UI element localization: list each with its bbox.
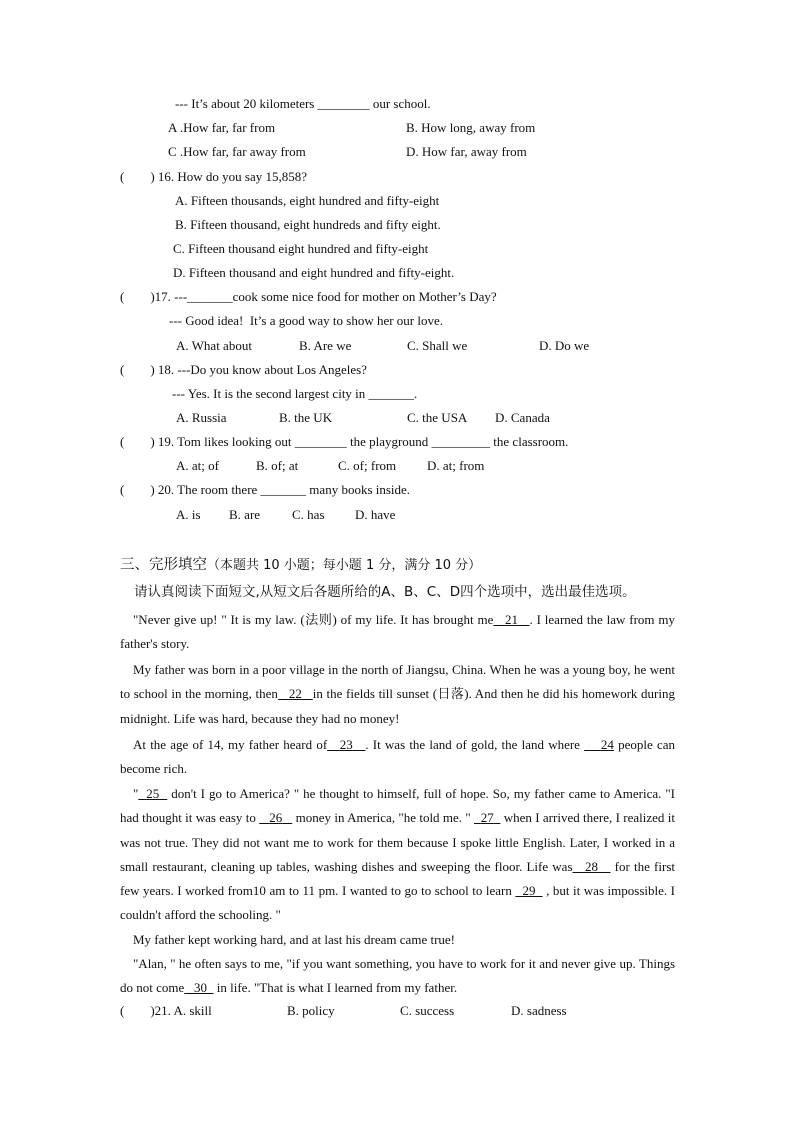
q15-answer-line: --- It’s about 20 kilometers ________ our school. [175, 96, 431, 111]
q21-option-b: B. policy [287, 1003, 335, 1018]
blank-number: 26 [269, 810, 283, 826]
blank-number: 27 [480, 810, 494, 826]
section-title: 三、完形填空 [120, 557, 207, 573]
blank-23 [327, 737, 365, 752]
q16-option-c: C. Fifteen thousand eight hundred and fifty-eight [173, 241, 429, 256]
q18-answer-line: --- Yes. It is the second largest city in _______. [172, 386, 418, 401]
q17-stem: ( )17. ---_______cook some nice food for mother on Mother’s Day? [120, 289, 497, 304]
q19-option-d: D. at; from [427, 458, 485, 473]
q18-option-c: C. the USA [407, 410, 468, 425]
passage-text: . It was the land of gold, the land where [365, 737, 585, 752]
q15-option-d: D. How far, away from [406, 144, 527, 159]
q16-option-d: D. Fifteen thousand and eight hundred and fifty-eight. [173, 265, 455, 280]
blank-29 [515, 883, 542, 898]
blank-number: 28 [585, 858, 599, 874]
passage-paragraph-4 [120, 782, 675, 928]
passage-paragraph-3 [120, 733, 675, 782]
q15-option-c: C .How far, far away from [168, 144, 306, 159]
q17-option-c: C. Shall we [407, 338, 468, 353]
q18-option-a: A. Russia [176, 410, 227, 425]
blank-number: 30 [194, 980, 208, 996]
q21-option-c: C. success [400, 1003, 455, 1018]
q17-answer-line: --- Good idea! It’s a good way to show her our love. [169, 313, 444, 328]
passage-paragraph-1 [120, 608, 675, 657]
q17-option-b: B. Are we [299, 338, 352, 353]
blank-number: 21 [504, 612, 518, 627]
passage-paragraph-6 [120, 952, 675, 1001]
blank-number: 22 [288, 686, 302, 702]
q18-stem: ( ) 18. ---Do you know about Los Angeles? [120, 362, 367, 377]
blank-21 [493, 612, 529, 627]
passage-text: My father was born in a poor village in the north of Jiangsu, China. When he was a young boy, he went to school in the morning, then [120, 662, 675, 702]
blank-26 [259, 810, 292, 825]
q15-option-b: B. How long, away from [406, 120, 536, 135]
passage-text: . I learned the law from my father's story. [120, 612, 675, 652]
blank-22 [278, 686, 313, 701]
section-heading [120, 556, 481, 575]
blank-28 [573, 859, 611, 874]
blank-number: 29 [522, 883, 536, 899]
q15-option-a: A .How far, far from [168, 120, 276, 135]
q21-stem: ( )21. A. skill [120, 1003, 212, 1018]
section-instruction: 请认真阅读下面短文,从短文后各题所给的A、B、C、D四个选项中，选出最佳选项。 [134, 584, 636, 600]
passage-text: don't I go to America? " he thought to himself, full of hope. So, my father came to America. "I had thought it was easy to [120, 786, 675, 826]
q17-option-a: A. What about [176, 338, 252, 353]
blank-24 [584, 737, 614, 752]
blank-25 [138, 786, 167, 801]
passage-text: At the age of 14, my father heard of [133, 737, 328, 752]
blank-27 [474, 810, 500, 825]
q19-option-b: B. of; at [256, 458, 299, 473]
q20-option-d: D. have [355, 507, 396, 522]
q19-option-c: C. of; from [338, 458, 397, 473]
q20-option-a: A. is [176, 507, 201, 522]
passage-text: in the fields till sunset (日落). And then he did his homework during midnight. Life was hard, because they had no money! [120, 686, 675, 726]
q16-option-a: A. Fifteen thousands, eight hundred and fifty-eight [175, 193, 440, 208]
passage-text: "Alan, " he often says to me, "if you want something, you have to work for it and never give up. Things do not come [120, 956, 675, 996]
blank-number: 24 [600, 737, 614, 752]
q20-option-b: B. are [229, 507, 261, 522]
passage-text: money in America, "he told me. " [292, 810, 475, 826]
blank-30 [184, 980, 213, 995]
q19-stem: ( ) 19. Tom likes looking out ________ the playground _________ the classroom. [120, 434, 569, 449]
passage-text: for the first few years. I worked from10 am to 11 pm. I wanted to go to school to learn [120, 858, 675, 899]
passage-text: " [133, 786, 139, 801]
passage-paragraph-5: My father kept working hard, and at last his dream came true! [133, 932, 455, 947]
q20-option-c: C. has [292, 507, 325, 522]
passage-text: , but it was impossible. I couldn't afford the schooling. " [120, 883, 676, 923]
q19-option-a: A. at; of [176, 458, 219, 473]
q16-stem: ( ) 16. How do you say 15,858? [120, 169, 308, 184]
q16-option-b: B. Fifteen thousand, eight hundreds and fifty eight. [175, 217, 441, 232]
passage-text: people can become rich. [120, 737, 675, 777]
passage-paragraph-2 [120, 658, 675, 731]
q21-option-d: D. sadness [511, 1003, 567, 1018]
blank-number: 25 [146, 786, 160, 801]
q18-option-b: B. the UK [279, 410, 333, 425]
passage-text: in life. "That is what I learned from my father. [213, 980, 458, 996]
passage-text: when I arrived there, I realized it was not true. They did not want me to work for them because I spoke little English. Later, I worked in a small restaurant, cleaning up tables, washing dishes and sweeping the floor. Life was [120, 810, 675, 874]
q20-stem: ( ) 20. The room there _______ many books inside. [120, 482, 411, 497]
q18-option-d: D. Canada [495, 410, 550, 425]
q17-option-d: D. Do we [539, 338, 590, 353]
blank-number: 23 [339, 737, 353, 752]
passage-text: "Never give up! " It is my law. (法则) of my life. It has brought me [133, 612, 494, 627]
section-score-note: （本题共 10 小题；每小题 1 分，满分 10 分） [207, 558, 482, 573]
